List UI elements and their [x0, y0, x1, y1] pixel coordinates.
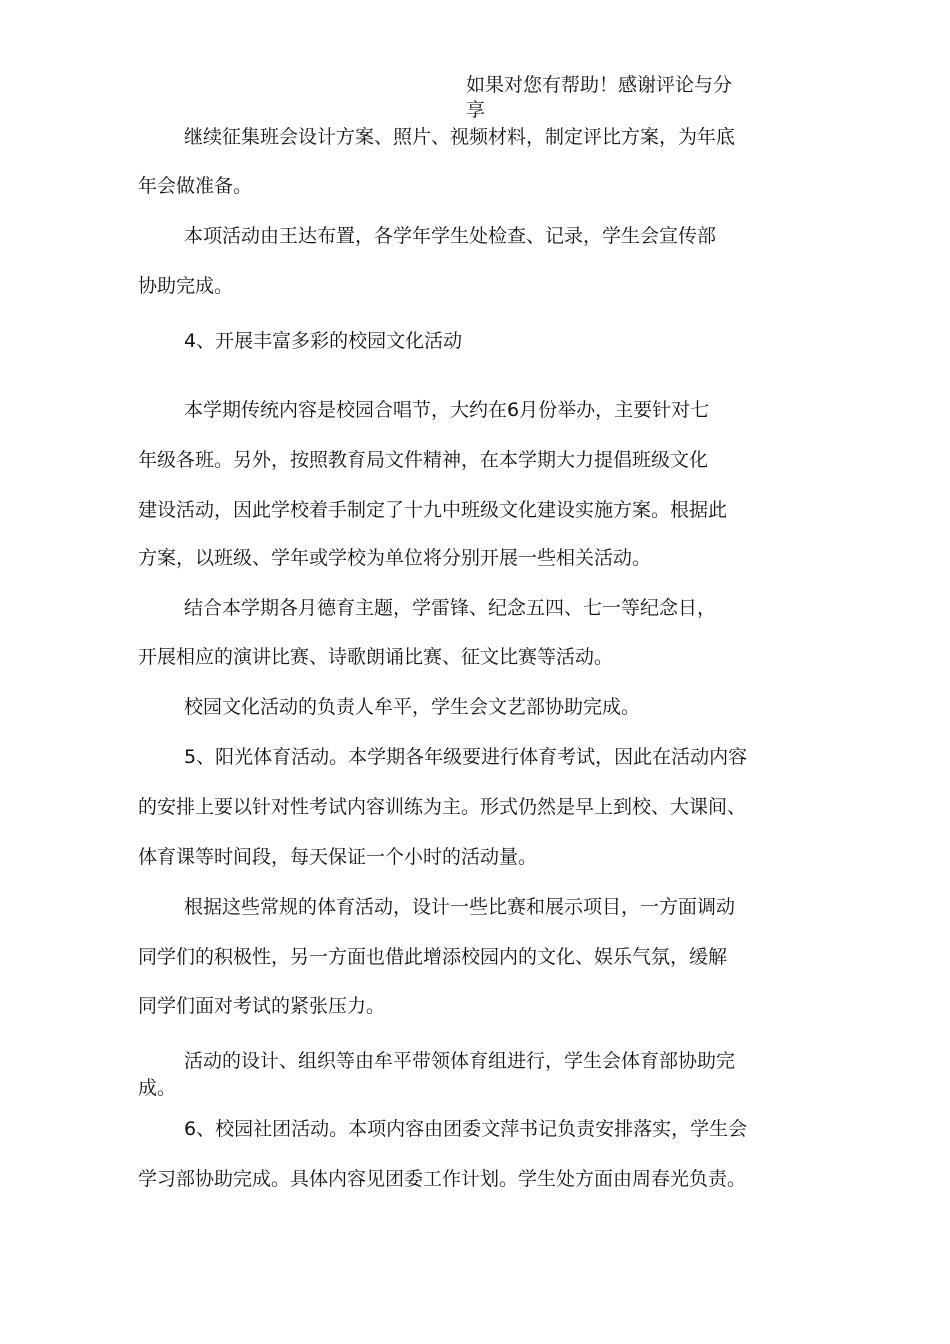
- header-note: [466, 73, 786, 123]
- paragraph-line: 成。: [138, 1077, 177, 1099]
- paragraph-line: 5、阳光体育活动。本学期各年级要进行体育考试，因此在活动内容: [184, 746, 748, 768]
- header-note-line: 如果对您有帮助！感谢评论与分: [466, 74, 733, 96]
- paragraph-line: 根据这些常规的体育活动，设计一些比赛和展示项目，一方面调动: [184, 896, 736, 918]
- paragraph-line: 方案，以班级、学年或学校为单位将分别开展一些相关活动。: [138, 547, 652, 569]
- paragraph-line: 6、校园社团活动。本项内容由团委文萍书记负责安排落实，学生会: [184, 1118, 748, 1140]
- header-note-line: 享: [466, 99, 486, 121]
- paragraph-line: 继续征集班会设计方案、照片、视频材料，制定评比方案，为年底: [184, 126, 736, 148]
- paragraph-line: 年级各班。另外，按照教育局文件精神，在本学期大力提倡班级文化: [138, 449, 709, 471]
- section-heading: 4、开展丰富多彩的校园文化活动: [184, 330, 463, 352]
- paragraph-line: 校园文化活动的负责人牟平，学生会文艺部协助完成。: [184, 696, 641, 718]
- paragraph-line: 学习部协助完成。具体内容见团委工作计划。学生处方面由周春光负责。: [138, 1168, 747, 1190]
- paragraph-line: 体育课等时间段，每天保证一个小时的活动量。: [138, 846, 538, 868]
- paragraph-line: 结合本学期各月德育主题，学雷锋、纪念五四、七一等纪念日，: [184, 597, 717, 619]
- paragraph-line: 本项活动由王达布置，各学年学生处检查、记录，学生会宣传部: [184, 225, 717, 247]
- paragraph-line: 同学们的积极性，另一方面也借此增添校园内的文化、娱乐气氛，缓解: [138, 946, 728, 968]
- paragraph-line: 协助完成。: [138, 275, 234, 297]
- paragraph-line: 建设活动，因此学校着手制定了十九中班级文化建设实施方案。根据此: [138, 499, 728, 521]
- paragraph-line: 开展相应的演讲比赛、诗歌朗诵比赛、征文比赛等活动。: [138, 646, 614, 668]
- paragraph-line: 本学期传统内容是校园合唱节，大约在6月份举办，主要针对七: [184, 399, 710, 421]
- paragraph-line: 活动的设计、组织等由牟平带领体育组进行，学生会体育部协助完: [184, 1050, 736, 1072]
- paragraph-line: 的安排上要以针对性考试内容训练为主。形式仍然是早上到校、大课间、: [138, 796, 747, 818]
- paragraph-line: 年会做准备。: [138, 175, 253, 197]
- paragraph-line: 同学们面对考试的紧张压力。: [138, 995, 386, 1017]
